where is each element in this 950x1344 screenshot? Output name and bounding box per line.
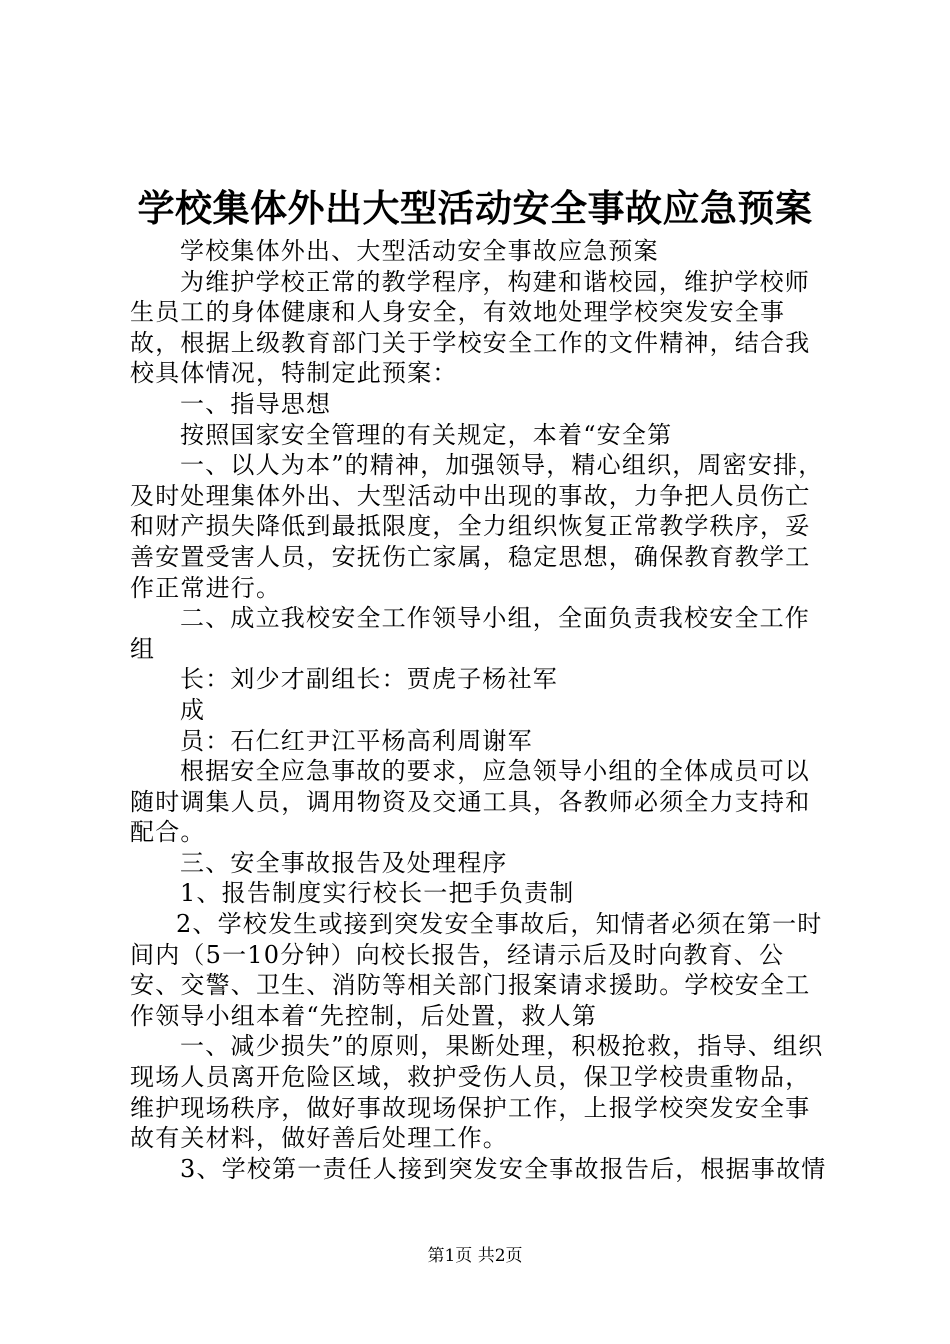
list-item-2: 2、学校发生或接到突发安全事故后，知情者必须在第一时间内（5一10分钟）向校长报告，经请示后及时向教育、公安、交警、卫生、消防等相关部门报案请求援助。学校安全工作领导小组本着“先控制，后处置，救人第 [130,910,823,1030]
section-heading-guiding-thought: 一、指导思想 [180,389,332,418]
paragraph-members: 员：石仁红尹江平杨高利周谢军 [180,726,533,755]
document-body [130,236,830,1184]
paragraph-group-leaders: 长：刘少才副组长：贾虎子杨社军 [180,665,558,694]
document-title: 学校集体外出大型活动安全事故应急预案 [137,186,813,230]
section-heading-report-procedure: 三、安全事故报告及处理程序 [180,848,508,877]
list-item-3: 3、学校第一责任人接到突发安全事故报告后，根据事故情 [180,1154,827,1183]
paragraph: 一、以人为本”的精神，加强领导，精心组织，周密安排，及时处理集体外出、大型活动中出现的事故，力争把人员伤亡和财产损失降低到最抵限度，全力组织恢复正常教学秩序，妥善安置受害人员，安抚伤亡家属，稳定思想，确保教育教学工作正常进行。 [130,451,824,602]
page-footer: 第1页 共2页 [427,1246,523,1266]
list-item-1: 1、报告制度实行校长一把手负责制 [180,879,575,908]
paragraph: 根据安全应急事故的要求，应急领导小组的全体成员可以随时调集人员，调用物资及交通工具，各教师必须全力支持和配合。 [130,757,811,847]
paragraph-purpose: 为维护学校正常的教学程序，构建和谐校园，维护学校师生员工的身体健康和人身安全，有效地处理学校突发安全事故，根据上级教育部门关于学校安全工作的文件精神，结合我校具体情况，特制定此预案： [130,267,811,388]
paragraph-subtitle: 学校集体外出、大型活动安全事故应急预案 [180,237,659,265]
paragraph-members-label: 成 [180,695,206,724]
section-heading-leadership-group: 二、成立我校安全工作领导小组，全面负责我校安全工作组 [130,604,810,663]
paragraph: 一、减少损失”的原则，果断处理，积极抢救，指导、组织现场人员离开危险区域，救护受伤人员，保卫学校贵重物品，维护现场秩序，做好事故现场保护工作，上报学校突发安全事故有关材料，做好善后处理工作。 [130,1032,824,1153]
paragraph: 按照国家安全管理的有关规定，本着“安全第 [180,420,673,449]
